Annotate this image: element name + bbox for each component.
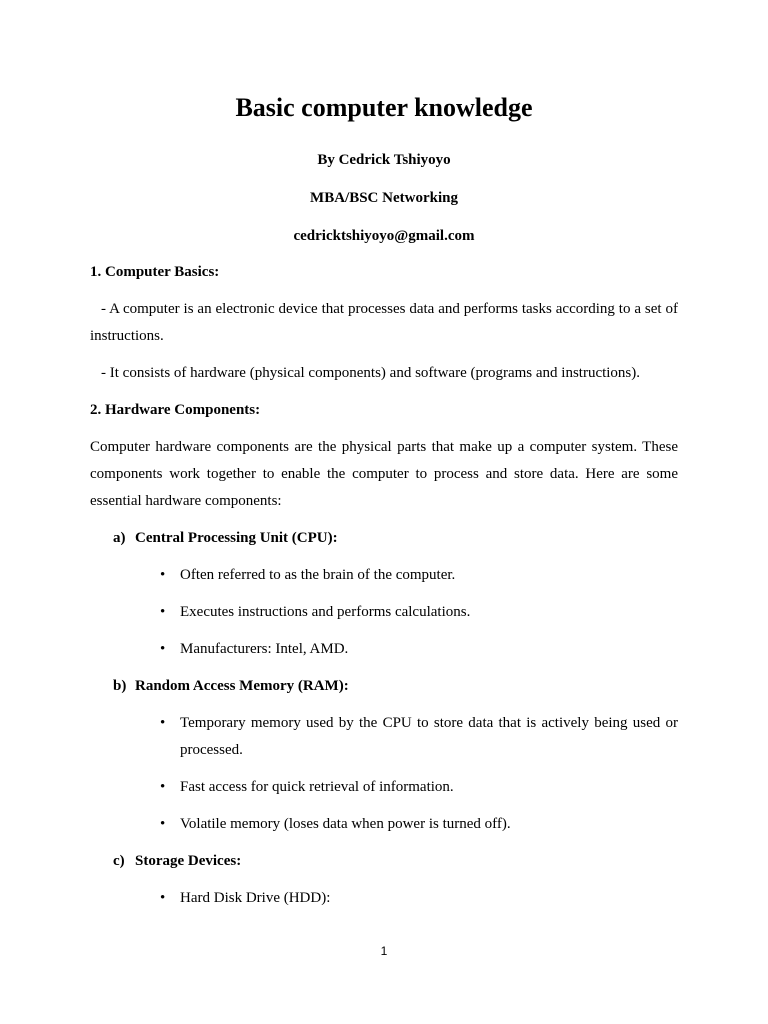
subsection-heading-storage — [113, 853, 241, 870]
subsection-letter: a) — [113, 530, 126, 546]
subsection-title: Central Processing Unit (CPU): — [135, 530, 338, 546]
bullet-dot-icon: • — [160, 816, 166, 832]
bullet-dot-icon: • — [160, 715, 166, 731]
paragraph-line: essential hardware components: — [90, 493, 282, 509]
document-title: Basic computer knowledge — [235, 93, 533, 122]
bullet-dot-icon: • — [160, 567, 166, 583]
bullet-dot-icon: • — [160, 641, 166, 657]
bullet-dot-icon: • — [160, 604, 166, 620]
paragraph-line: - It consists of hardware (physical components) and software (programs and instructions). — [101, 365, 641, 381]
subsection-heading-cpu — [113, 530, 338, 547]
subsection-title: Storage Devices: — [135, 853, 242, 869]
degree-line: MBA/BSC Networking — [310, 190, 458, 206]
paragraph-line: components work together to enable the computer to process and store data. Here are some — [90, 466, 678, 482]
paragraph-line: - A computer is an electronic device that processes data and performs tasks according to a set of — [101, 301, 678, 317]
section-heading-computer-basics: 1. Computer Basics: — [90, 264, 220, 280]
subsection-heading-ram — [113, 678, 349, 695]
subsection-letter: c) — [113, 853, 125, 869]
list-item-text-continued: processed. — [180, 742, 243, 758]
paragraph-line: Computer hardware components are the physical parts that make up a computer system. These — [90, 439, 678, 455]
list-item-text: Temporary memory used by the CPU to store data that is actively being used or — [180, 715, 678, 731]
paragraph-line: instructions. — [90, 328, 164, 344]
subsection-title: Random Access Memory (RAM): — [135, 678, 349, 694]
author-line: By Cedrick Tshiyoyo — [317, 152, 451, 168]
bullet-dot-icon: • — [160, 890, 166, 906]
section-heading-hardware-components: 2. Hardware Components: — [90, 402, 261, 418]
page-number: 1 — [380, 944, 388, 958]
document-page: Basic computer knowledge By Cedrick Tshiyoyo MBA/BSC Networking cedricktshiyoyo@gmail.com 1. Computer Basics: - A computer is an electronic device that processes data and performs tasks according to a set of instructions. - It consists of hardware (physical components) and software (programs and instructions). 2. Hardware Components: Computer hardware components are the physical parts that make up a computer system. These components work together to enable the computer to process and store data. Here are some essential hardware components: a) Central Processing Unit (CPU): • Often referred to as the brain of the computer. • Executes instructions and performs calculations. • Manufacturers: Intel, AMD. b) Random Access Memory (RAM): • Temporary memory used by the CPU to store data that is actively being used or processed. • Fast access for quick retrieval of information. • Volatile memory (loses data when power is turned off). c) Storage Devices: • Hard Disk Drive (HDD): 1 — [0, 0, 768, 1024]
subsection-letter: b) — [113, 678, 127, 694]
bullet-dot-icon: • — [160, 779, 166, 795]
email-line: cedricktshiyoyo@gmail.com — [293, 228, 475, 244]
